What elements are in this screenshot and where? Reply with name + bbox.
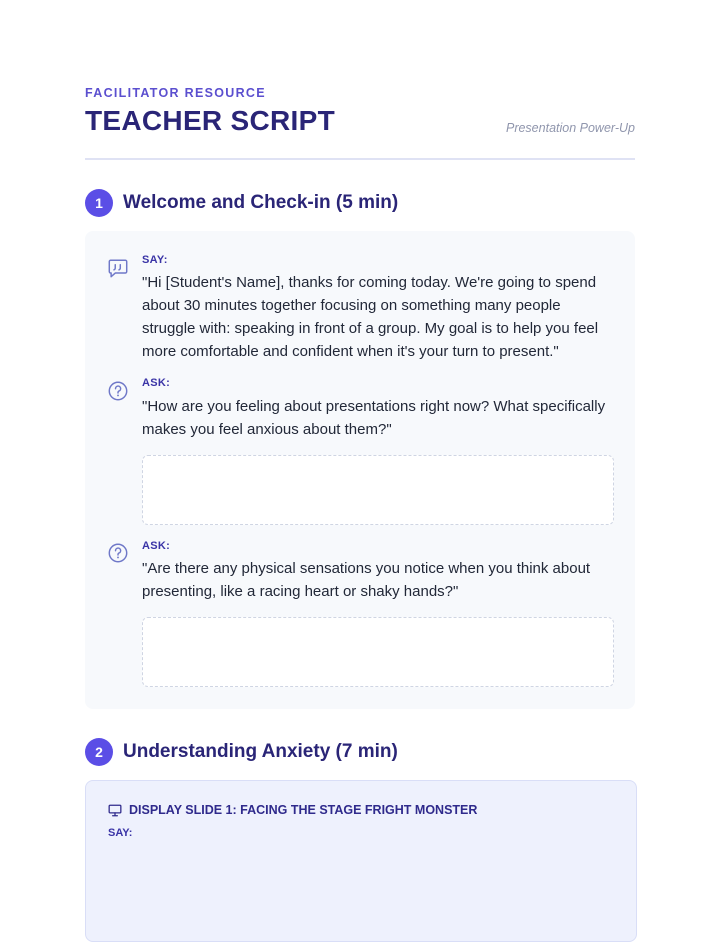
section-number-badge: 2 — [85, 738, 113, 766]
ask-text: "How are you feeling about presentations right now? What specifically makes you feel anxious about them?" — [142, 398, 606, 438]
section-1-heading — [85, 189, 398, 217]
answer-field[interactable] — [142, 455, 614, 525]
question-circle-icon — [107, 380, 129, 402]
say-label: SAY: — [108, 827, 133, 839]
section-1-card — [85, 231, 635, 709]
section-title: Welcome and Check-in (5 min) — [123, 192, 399, 213]
speech-bubble-quote-icon — [107, 257, 129, 279]
display-slide-label: DISPLAY SLIDE 1: FACING THE STAGE FRIGHT MONSTER — [129, 803, 478, 817]
header-divider — [85, 158, 635, 160]
answer-field[interactable] — [142, 617, 614, 687]
eyebrow-label: FACILITATOR RESOURCE — [85, 86, 266, 100]
say-label: SAY: — [142, 254, 168, 266]
say-text: "Hi [Student's Name], thanks for coming today. We're going to spend about 30 minutes together focusing on something many people struggle with: speaking in front of a group. My goal is to help you feel more comfortable and confident when it's your turn to present." — [142, 274, 599, 360]
section-title: Understanding Anxiety (7 min) — [123, 741, 398, 762]
page-header — [85, 86, 635, 137]
display-slide-row — [108, 803, 477, 817]
page-title: TEACHER SCRIPT — [85, 105, 335, 136]
monitor-icon — [108, 804, 122, 817]
section-2-heading — [85, 738, 398, 766]
section-2-card — [85, 780, 637, 942]
ask-label: ASK: — [142, 377, 171, 389]
section-number-badge: 1 — [85, 189, 113, 217]
brand-label: Presentation Power-Up — [505, 121, 635, 135]
ask-text: "Are there any physical sensations you notice when you think about presenting, like a racing heart or shaky hands?" — [142, 560, 591, 600]
question-circle-icon — [107, 542, 129, 564]
ask-label: ASK: — [142, 540, 171, 552]
